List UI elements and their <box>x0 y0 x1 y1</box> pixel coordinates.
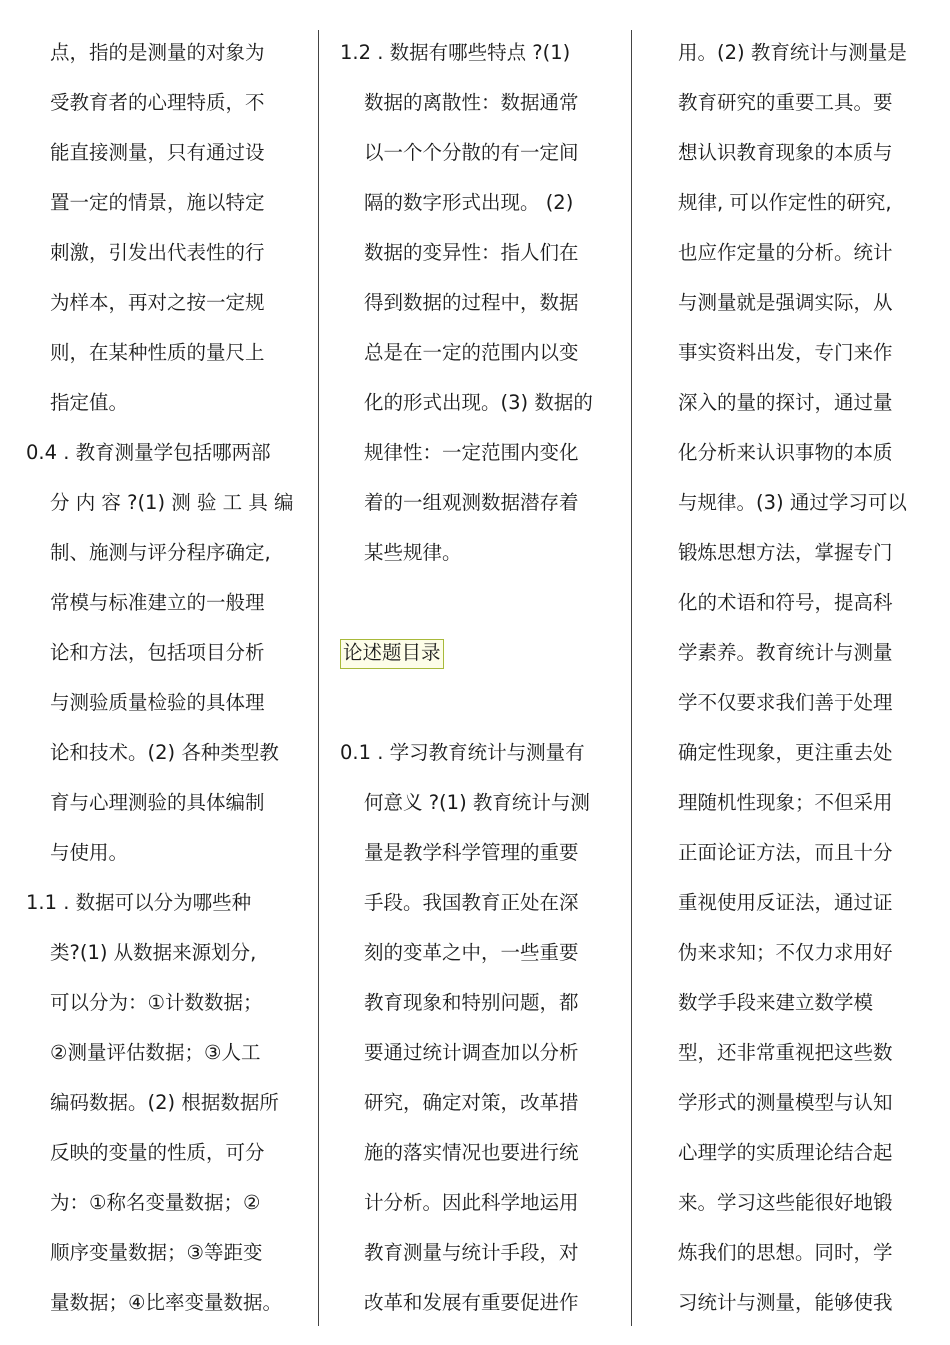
text-line: 育与心理测验的具体编制 <box>50 791 265 814</box>
text-line: 编码数据。(2) 根据数据所 <box>50 1091 279 1114</box>
section-heading-box: 论述题目录 <box>340 639 444 669</box>
text-line: 论和方法，包括项目分析 <box>50 641 265 664</box>
question-heading: 0.1 . 学习教育统计与测量有 <box>340 741 585 764</box>
text-line: 习统计与测量，能够使我 <box>678 1291 893 1314</box>
text-line: 得到数据的过程中，数据 <box>364 291 579 314</box>
text-line: 教育研究的重要工具。要 <box>678 91 893 114</box>
column-divider-1 <box>318 30 319 1326</box>
text-line: 数学手段来建立数学模 <box>678 991 874 1014</box>
question-heading: 1.2 . 数据有哪些特点 ?(1) <box>340 41 571 64</box>
text-line: 量是教学科学管理的重要 <box>364 841 579 864</box>
text-line: 教育现象和特别问题，都 <box>364 991 579 1014</box>
text-line: 以一个个分散的有一定间 <box>364 141 579 164</box>
text-line: 理随机性现象；不但采用 <box>678 791 893 814</box>
text-line: 指定值。 <box>50 391 129 414</box>
text-line: 着的一组观测数据潜存着 <box>364 491 579 514</box>
text-line: 正面论证方法，而且十分 <box>678 841 893 864</box>
text-line: 计分析。因此科学地运用 <box>364 1191 579 1214</box>
text-line: 事实资料出发，专门来作 <box>678 341 893 364</box>
text-line: 规律, 可以作定性的研究, <box>678 191 892 214</box>
text-line: 规律性：一定范围内变化 <box>364 441 579 464</box>
text-line: 总是在一定的范围内以变 <box>364 341 579 364</box>
spacer <box>340 578 612 628</box>
text-line: 学不仅要求我们善于处理 <box>678 691 893 714</box>
text-line: 受教育者的心理特质，不 <box>50 91 265 114</box>
text-line: 锻炼思想方法，掌握专门 <box>678 541 893 564</box>
text-line: 来。学习这些能很好地锻 <box>678 1191 893 1214</box>
text-line: 可以分为：①计数数据； <box>50 991 263 1014</box>
text-line: ②测量评估数据；③人工 <box>50 1041 261 1064</box>
text-line: 与测验质量检验的具体理 <box>50 691 265 714</box>
text-line: 刻的变革之中，一些重要 <box>364 941 579 964</box>
text-line: 与测量就是强调实际，从 <box>678 291 893 314</box>
column-2 <box>340 28 612 1328</box>
text-line: 量数据；④比率变量数据。 <box>50 1291 282 1314</box>
text-line: 教育测量与统计手段，对 <box>364 1241 579 1264</box>
text-line: 研究，确定对策，改革措 <box>364 1091 579 1114</box>
text-line: 化的形式出现。(3) 数据的 <box>364 391 593 414</box>
text-line: 与使用。 <box>50 841 129 864</box>
text-line: 分 内 容 ?(1) 测 验 工 具 编 <box>50 491 294 514</box>
text-line: 隔的数字形式出现。 (2) <box>364 191 574 214</box>
question-heading: 0.4 . 教育测量学包括哪两部 <box>26 441 271 464</box>
text-line: 类?(1) 从数据来源划分, <box>50 941 257 964</box>
text-line: 伪来求知；不仅力求用好 <box>678 941 893 964</box>
text-line: 炼我们的思想。同时，学 <box>678 1241 893 1264</box>
text-line: 论和技术。(2) 各种类型教 <box>50 741 279 764</box>
section-heading-row <box>340 628 612 678</box>
text-line: 学素养。教育统计与测量 <box>678 641 893 664</box>
text-line: 化的术语和符号，提高科 <box>678 591 893 614</box>
text-line: 型，还非常重视把这些数 <box>678 1041 893 1064</box>
text-line: 数据的变异性：指人们在 <box>364 241 579 264</box>
text-line: 数据的离散性：数据通常 <box>364 91 579 114</box>
spacer <box>340 678 612 728</box>
text-line: 手段。我国教育正处在深 <box>364 891 579 914</box>
text-line: 制、施测与评分程序确定, <box>50 541 271 564</box>
question-heading: 1.1 . 数据可以分为哪些种 <box>26 891 252 914</box>
text-line: 点，指的是测量的对象为 <box>50 41 265 64</box>
text-line: 深入的量的探讨，通过量 <box>678 391 893 414</box>
text-line: 为：①称名变量数据；② <box>50 1191 261 1214</box>
text-line: 用。(2) 教育统计与测量是 <box>678 41 907 64</box>
text-line: 某些规律。 <box>364 541 462 564</box>
text-line: 则，在某种性质的量尺上 <box>50 341 265 364</box>
text-line: 置一定的情景，施以特定 <box>50 191 265 214</box>
text-line: 与规律。(3) 通过学习可以 <box>678 491 907 514</box>
text-line: 反映的变量的性质，可分 <box>50 1141 265 1164</box>
text-line: 重视使用反证法，通过证 <box>678 891 893 914</box>
text-line: 学形式的测量模型与认知 <box>678 1091 893 1114</box>
text-line: 能直接测量，只有通过设 <box>50 141 265 164</box>
text-line: 心理学的实质理论结合起 <box>678 1141 893 1164</box>
text-line: 刺激，引发出代表性的行 <box>50 241 265 264</box>
text-line: 常模与标准建立的一般理 <box>50 591 265 614</box>
column-3 <box>678 28 928 1328</box>
text-line: 施的落实情况也要进行统 <box>364 1141 579 1164</box>
text-line: 也应作定量的分析。统计 <box>678 241 893 264</box>
column-divider-2 <box>631 30 632 1326</box>
text-line: 确定性现象，更注重去处 <box>678 741 893 764</box>
text-line: 想认识教育现象的本质与 <box>678 141 893 164</box>
text-line: 顺序变量数据；③等距变 <box>50 1241 263 1264</box>
text-line: 要通过统计调查加以分析 <box>364 1041 579 1064</box>
column-1 <box>26 28 298 1328</box>
text-line: 改革和发展有重要促进作 <box>364 1291 579 1314</box>
text-line: 化分析来认识事物的本质 <box>678 441 893 464</box>
text-line: 为样本，再对之按一定规 <box>50 291 265 314</box>
text-line: 何意义 ?(1) 教育统计与测 <box>364 791 590 814</box>
